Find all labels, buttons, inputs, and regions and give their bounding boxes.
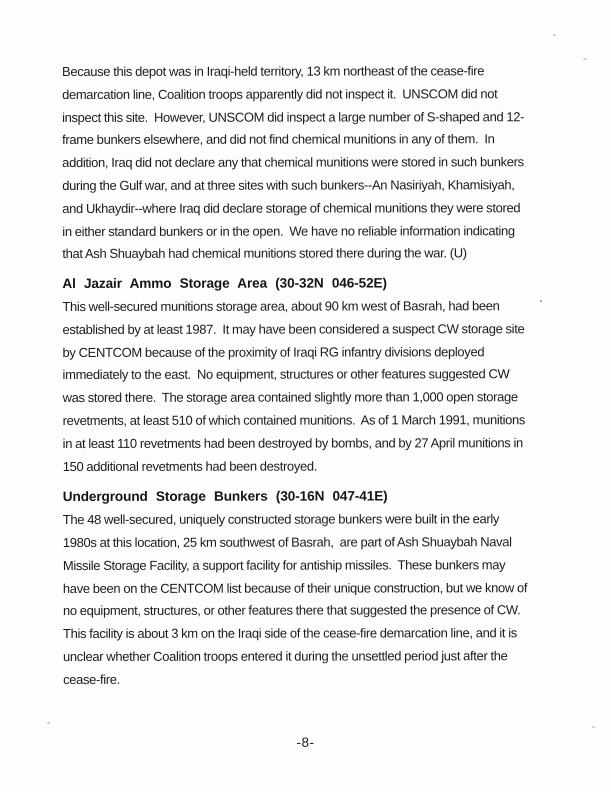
page-content bbox=[62, 60, 563, 691]
intro-paragraph: Because this depot was in Iraqi-held territory, 13 km northeast of the cease-fire demarcation line, Coalition troops apparently did not inspect it. UNSCOM did not inspect this site. However, UNSCOM did inspect a large number of S-shaped and 12- frame bunkers elsewhere, and did not find chemical munitions in any of them. In addition, Iraq did not declare any that chemical munitions were stored in such bunkers during the Gulf war, and at three sites with such bunkers--An Nasiriyah, Khamisiyah, and Ukhaydir--where Iraq did declare storage of chemical munitions they were stored in either standard bunkers or in the open. We have no reliable information indicating that Ash Shuaybah had chemical munitions stored there during the war. (U) bbox=[62, 63, 525, 262]
al-jazair-paragraph: This well-secured munitions storage area, about 90 km west of Basrah, had been established by at least 1987. It may have been considered a suspect CW storage site by CENTCOM because of the proximity of Iraqi RG infantry divisions deployed immediately to the east. No equipment, structures or other features suggested CW was stored there. The storage area contained slightly more than 1,000 open storage revetments, at least 510 of which contained munitions. As of 1 March 1991, munitions in at least 110 revetments had been destroyed by bombs, and by 27 April munitions in 150 additional revetments had been destroyed. bbox=[62, 298, 526, 474]
section-heading-underground-storage-bunkers: Underground Storage Bunkers (30-16N 047-41E) bbox=[62, 488, 388, 505]
scan-speck bbox=[583, 58, 587, 60]
scan-speck bbox=[540, 300, 542, 302]
section-heading-al-jazair-ammo-storage-area: Al Jazair Ammo Storage Area (30-32N 046-52E) bbox=[62, 275, 387, 292]
page-number: -8- bbox=[296, 735, 315, 750]
underground-bunkers-paragraph: The 48 well-secured, uniquely constructed storage bunkers were built in the early 1980s at this location, 25 km southwest of Basrah, are part of Ash Shuaybah Naval Missile Storage Facility, a support facility for antiship missiles. These bunkers may have been on the CENTCOM list because of their unique construction, but we know of no equipment, structures, or other features there that suggested the presence of CW. This facility is about 3 km on the Iraqi side of the cease-fire demarcation line, and it is unclear whether Coalition troops entered it during the unsettled period just after the cease-fire. bbox=[62, 511, 528, 687]
scan-speck bbox=[592, 726, 595, 728]
scan-speck bbox=[553, 34, 556, 36]
scan-speck bbox=[47, 722, 50, 724]
